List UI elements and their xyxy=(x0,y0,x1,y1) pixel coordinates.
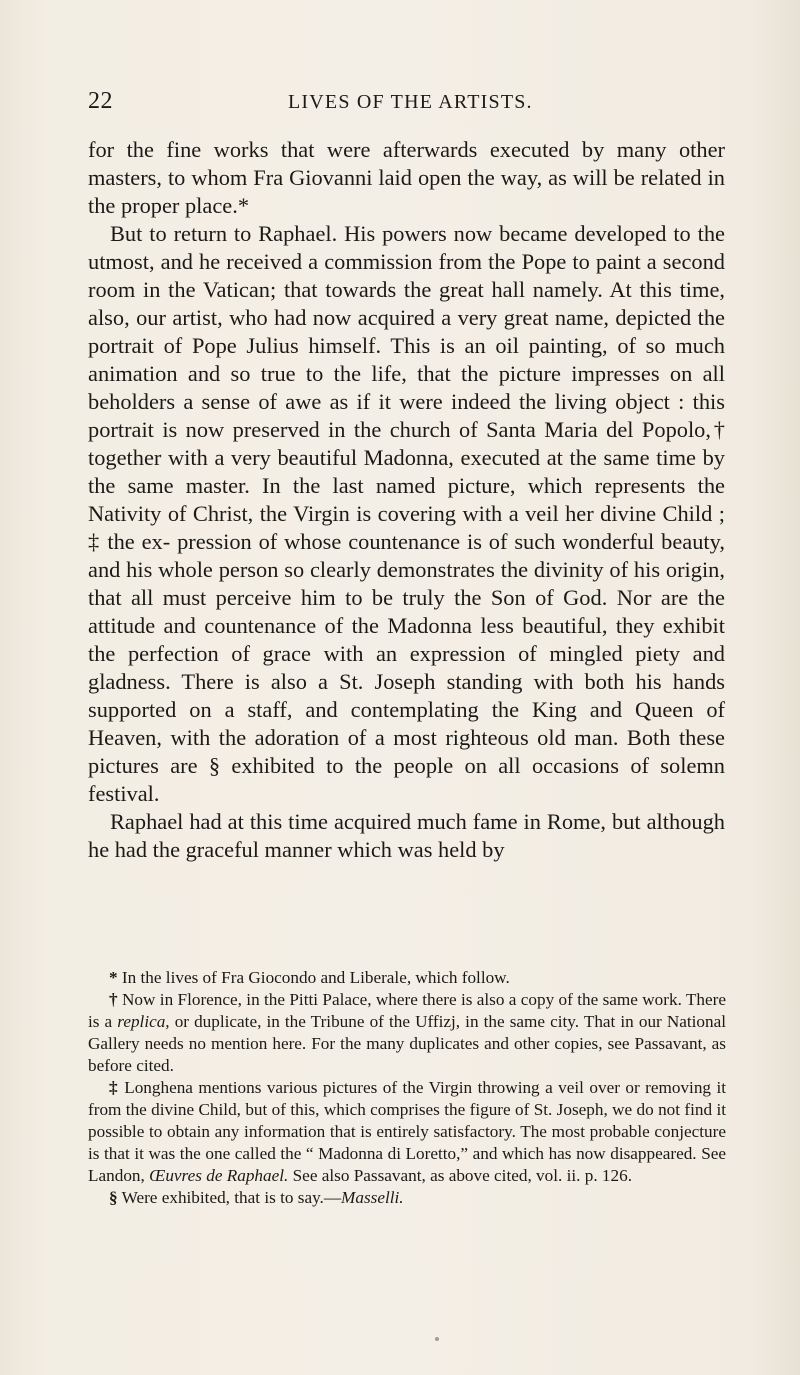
text-line: pression of whose countenance is of such wonderful beauty, xyxy=(177,529,725,554)
text-line: had now acquired a very great name, depicted the portrait of xyxy=(88,305,725,358)
footnote-line: Longhena mentions various pictures of the Virgin throwing a veil over xyxy=(124,1078,620,1097)
footnote-line: In the lives of Fra Giocondo and Liberale, which follow. xyxy=(121,968,510,987)
page-number: 22 xyxy=(88,88,113,114)
text-line: Pope Julius himself. This is an oil painting, of so much xyxy=(191,333,725,358)
text-line: but although he had the graceful manner which was held by xyxy=(88,809,725,862)
running-title: LIVES OF THE ARTISTS. xyxy=(288,91,533,113)
footnote-line: figure of St. Joseph, we do not find it possible to obtain any information xyxy=(88,1100,727,1141)
footnote-line: vol. ii. p. 126. xyxy=(536,1166,633,1185)
text-line: Raphael had at this time acquired much fame in Rome, xyxy=(110,809,607,834)
footnote-mark: ‡ xyxy=(109,1078,119,1097)
text-line: God. Nor are the attitude and countenance of the Madonna xyxy=(88,585,725,638)
text-line: for the fine works that were afterwards executed by many xyxy=(88,137,667,162)
footnote-3 xyxy=(88,1077,726,1187)
footnote-line: that is entirely satisfactory. The most probable conjecture is that it was the xyxy=(88,1122,726,1163)
text-line: developed to the utmost, and he received a commission from xyxy=(88,221,725,274)
text-line: less beautiful, they exhibit the perfection of grace with an xyxy=(88,613,725,666)
text-line: Maria del Popolo,† together with a very beautiful Madonna, xyxy=(88,417,725,470)
footnote-mark: * xyxy=(109,968,118,987)
footnote-2 xyxy=(88,989,726,1077)
text-line: object : this portrait is now preserved in the church of Santa xyxy=(88,389,725,442)
text-line: and his whole person so clearly demonstrates the divinity of xyxy=(88,557,629,582)
paragraph-2 xyxy=(88,220,725,808)
text-line: on all beholders a sense of awe as if it were indeed the living xyxy=(88,361,725,414)
footnote-line: same work. There is a xyxy=(88,990,727,1031)
footnotes xyxy=(88,967,726,1209)
text-line: the great hall namely. At this time, also, our artist, who xyxy=(88,277,725,330)
text-line: are § exhibited to the people on all occasions of solemn xyxy=(170,753,725,778)
footnote-italic: Masselli. xyxy=(341,1188,404,1207)
footnote-line: Were exhibited, that is to say.— xyxy=(121,1188,342,1207)
footnote-line: See Landon, xyxy=(88,1144,727,1185)
footnote-line: cited. xyxy=(136,1056,174,1075)
footnote-line: See also Passavant, as above cited, xyxy=(288,1166,532,1185)
footnote-italic: replica, xyxy=(117,1012,170,1031)
text-line: But to return to Raphael. His powers now became xyxy=(110,221,568,246)
text-line: festival. xyxy=(88,781,160,806)
text-line: will be related in the proper place.* xyxy=(88,165,725,218)
text-line: the Pope to paint a second room in the Vatican; that towards xyxy=(88,249,725,302)
footnote-mark: † xyxy=(109,990,118,1009)
text-line: Virgin is covering with a veil her divine Child ; ‡ the ex- xyxy=(88,501,725,554)
text-line: adoration of a most righteous old man. Both these pictures xyxy=(88,725,725,778)
text-line: other masters, to whom Fra Giovanni laid open the way, as xyxy=(88,137,725,190)
footnote-line: Uffizj, in the same city. That in our National Gallery needs no mention xyxy=(88,1012,727,1053)
footnote-line: here. For the many duplicates and other copies, see Passavant, as before xyxy=(88,1034,726,1075)
footnote-mark: § xyxy=(109,1188,118,1207)
text-line: expression of mingled piety and gladness. There is also a xyxy=(88,641,725,694)
footnote-italic: Œuvres de Raphael. xyxy=(149,1166,289,1185)
text-line: named picture, which represents the Nativity of Christ, the xyxy=(88,473,725,526)
text-line: animation and so true to the life, that the picture impresses xyxy=(88,361,660,386)
text-line: executed at the same time by the same master. In the last xyxy=(88,445,725,498)
text-line: St. Joseph standing with both his hands supported on a staff, xyxy=(88,669,725,722)
footnote-4 xyxy=(88,1187,726,1209)
paper-speck xyxy=(435,1337,439,1341)
footnote-line: Now in Florence, in the Pitti Palace, where there is also a copy of the xyxy=(122,990,599,1009)
footnote-line: or removing it from the divine Child, but of this, which comprises the xyxy=(88,1078,727,1119)
text-line: his origin, that all must perceive him to be truly the Son of xyxy=(88,557,725,610)
text-line: and contemplating the King and Queen of Heaven, with the xyxy=(88,697,726,750)
footnote-1 xyxy=(88,967,726,989)
page-header xyxy=(88,88,728,118)
body-text xyxy=(88,136,725,864)
footnote-line: or duplicate, in the Tribune of the xyxy=(169,1012,410,1031)
paragraph-1 xyxy=(88,136,725,220)
paragraph-3 xyxy=(88,808,725,864)
footnote-line: one called the “ Madonna di Loretto,” and which has now disappeared. xyxy=(205,1144,697,1163)
